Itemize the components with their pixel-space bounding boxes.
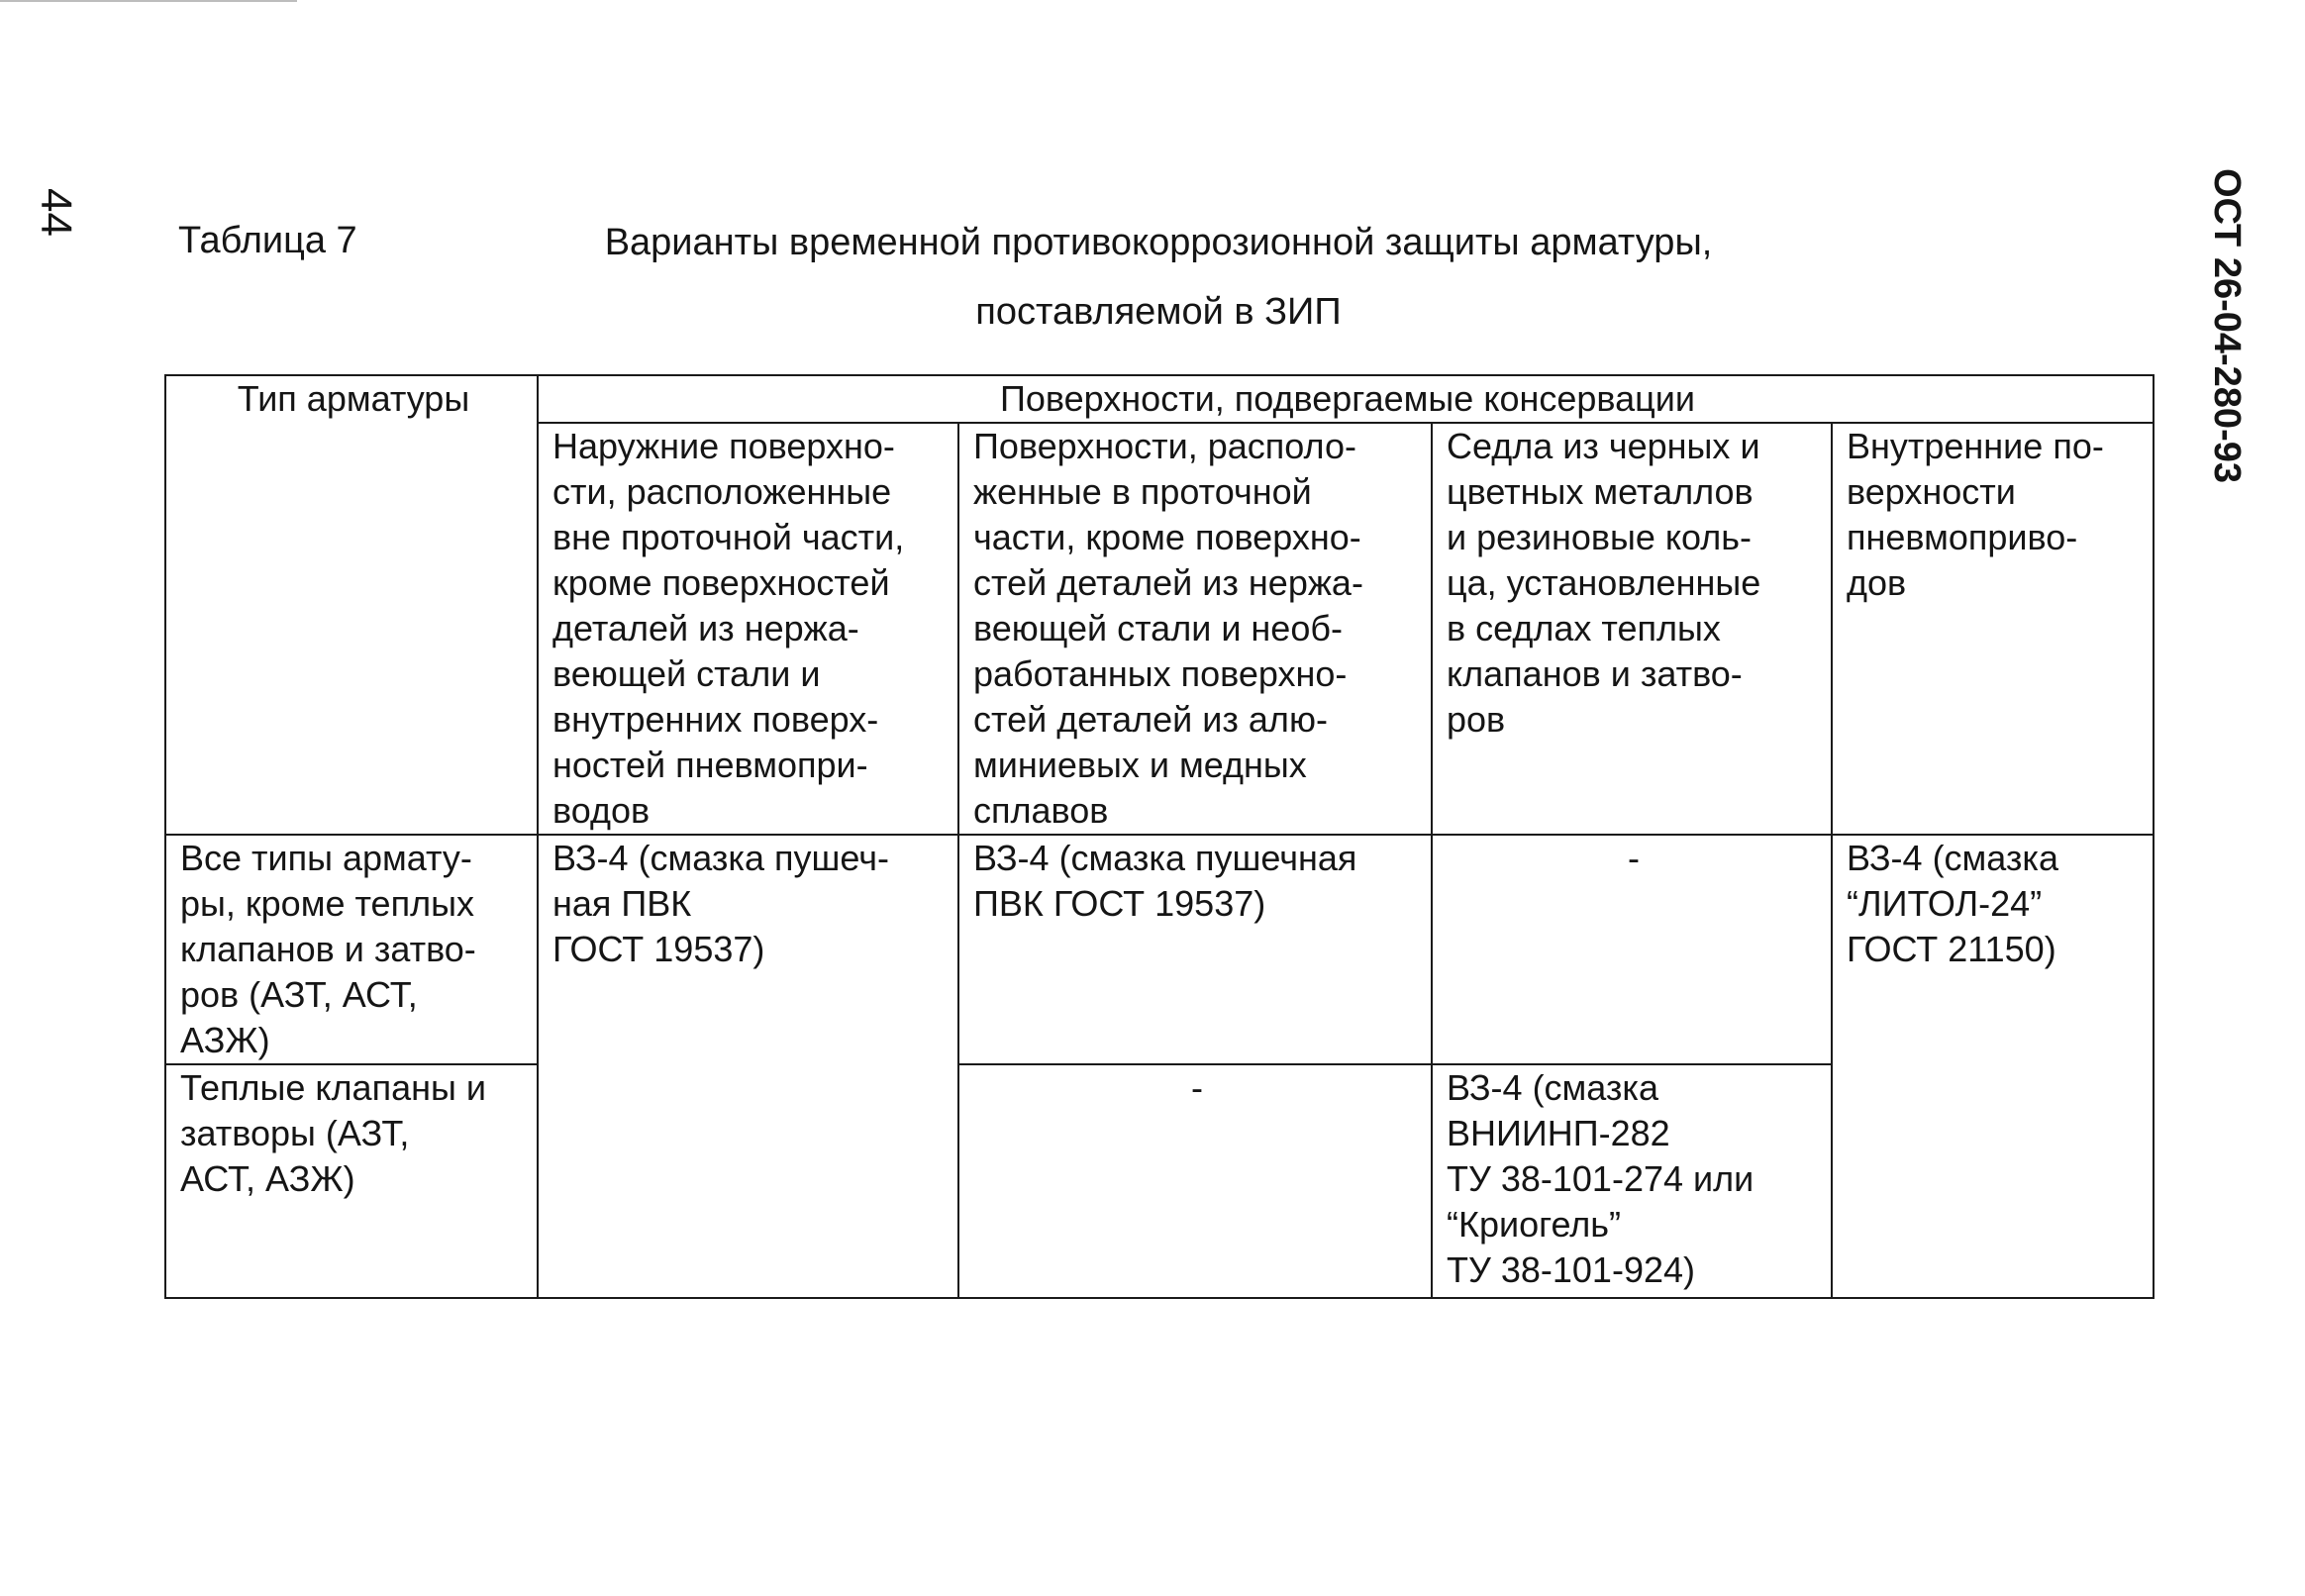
row2-type: Теплые клапаны и затворы (АЗТ, АСТ, АЗЖ)	[165, 1064, 538, 1298]
table-caption	[515, 208, 1802, 347]
row2-seats-value: ВЗ-4 (смазка ВНИИНП-282 ТУ 38-101-274 или “Криогель” ТУ 38-101-924)	[1432, 1064, 1832, 1298]
row1-type: Все типы армату- ры, кроме теплых клапанов и затво- ров (АЗТ, АСТ, АЗЖ)	[165, 835, 538, 1064]
scan-artifact-line	[0, 0, 297, 6]
row2-flow-surfaces-value: -	[958, 1064, 1432, 1298]
caption-line-1: Варианты временной противокоррозионной защиты арматуры,	[604, 222, 1713, 263]
page-number: 44	[32, 188, 80, 237]
header-col-actuator-inner: Внутренние по- верхности пневмоприво- дов	[1832, 423, 2154, 835]
row1-actuator-inner-value: ВЗ-4 (смазка “ЛИТОЛ-24” ГОСТ 21150)	[1832, 835, 2154, 1298]
row1-seats-value: -	[1432, 835, 1832, 1064]
row1-outer-surfaces-value: ВЗ-4 (смазка пушеч- ная ПВК ГОСТ 19537)	[538, 835, 958, 1298]
header-type-cell: Тип арматуры	[165, 375, 538, 835]
conservation-table	[164, 374, 2155, 1299]
document-code: ОСТ 26-04-280-93	[2206, 168, 2248, 483]
header-col-outer-surfaces: Наружние поверхно- сти, расположенные вне проточной части, кроме поверхностей деталей из нержа- веющей стали и внутренних поверх- ностей пневмопри- водов	[538, 423, 958, 835]
header-col-seats: Седла из черных и цветных металлов и резиновые коль- ца, установленные в седлах теплых клапанов и затво- ров	[1432, 423, 1832, 835]
table-label: Таблица 7	[178, 220, 357, 261]
row1-flow-surfaces-value: ВЗ-4 (смазка пушечная ПВК ГОСТ 19537)	[958, 835, 1432, 1064]
header-surfaces-group: Поверхности, подвергаемые консервации	[538, 375, 2154, 423]
caption-line-2: поставляемой в ЗИП	[975, 291, 1342, 333]
header-col-flow-surfaces: Поверхности, располо- женные в проточной части, кроме поверхно- стей деталей из нержа- веющей стали и необ- работанных поверхно- стей деталей из алю- миниевых и медных сплавов	[958, 423, 1432, 835]
